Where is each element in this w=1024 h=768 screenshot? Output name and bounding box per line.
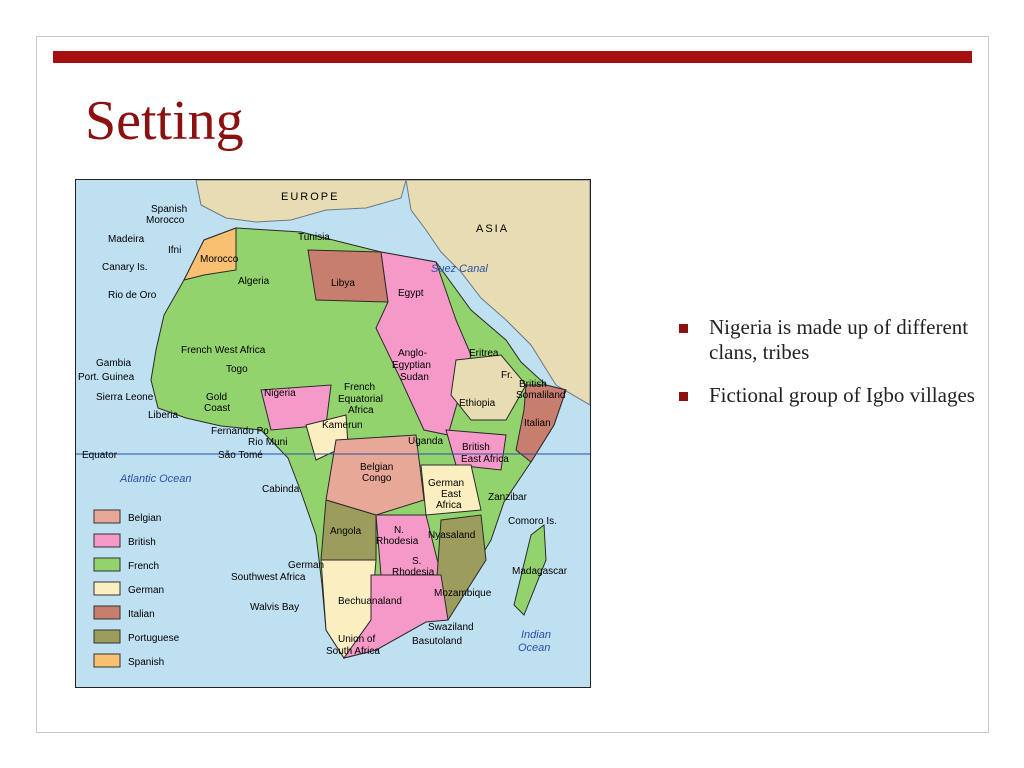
map-label-sierra-leone: Sierra Leone xyxy=(96,392,154,403)
map-label-madagascar: Madagascar xyxy=(512,566,568,577)
map-label-morocco-sp: Morocco xyxy=(146,215,185,226)
map-label-bea-2: East Africa xyxy=(461,454,509,465)
map-label-walvis: Walvis Bay xyxy=(250,602,300,613)
map-label-fwa: French West Africa xyxy=(181,345,266,356)
map-label-morocco: Morocco xyxy=(200,254,239,265)
square-bullet-icon xyxy=(679,324,688,333)
map-label-belg-1: Belgian xyxy=(360,462,394,473)
bullet-item xyxy=(677,315,977,365)
map-label-ethiopia: Ethiopia xyxy=(459,398,496,409)
map-label-libya: Libya xyxy=(331,278,355,289)
map-label-uganda: Uganda xyxy=(408,436,444,447)
map-label-anglo-1: Anglo- xyxy=(398,348,427,359)
map-label-italian: Italian xyxy=(524,418,551,429)
bullet-text: Nigeria is made up of different clans, tribes xyxy=(709,315,969,365)
map-label-gea-2: East xyxy=(441,489,462,500)
map-label-gold: Gold xyxy=(206,392,228,403)
map-label-ifni: Ifni xyxy=(168,245,182,256)
legend-swatch-spanish xyxy=(94,654,120,667)
map-label-equator: Equator xyxy=(82,450,118,461)
legend-swatch-german xyxy=(94,582,120,595)
legend-swatch-french xyxy=(94,558,120,571)
map-label-algeria: Algeria xyxy=(238,276,270,287)
map-label-usa-2: South Africa xyxy=(326,646,380,657)
colonial-africa-map xyxy=(75,179,591,688)
bullet-text: Fictional group of Igbo villages xyxy=(709,383,975,408)
map-label-fea-1: French xyxy=(344,382,376,393)
map-label-asia: ASIA xyxy=(476,223,510,235)
map-label-bechuana: Bechuanaland xyxy=(338,596,402,607)
map-label-gambia: Gambia xyxy=(96,358,132,369)
legend-label-italian: Italian xyxy=(128,609,155,620)
map-label-brit-som-2: Somaliland xyxy=(516,390,566,401)
map-label-fr: Fr. xyxy=(501,370,513,381)
map-label-egypt: Egypt xyxy=(398,288,424,299)
slide xyxy=(36,36,989,733)
map-label-angola: Angola xyxy=(330,526,362,537)
map-label-sao-tome: São Tomé xyxy=(218,450,263,461)
map-label-bea-1: British xyxy=(462,442,490,453)
map-label-togo: Togo xyxy=(226,364,248,375)
legend-swatch-portuguese xyxy=(94,630,120,643)
map-label-mozambique: Mozambique xyxy=(434,588,492,599)
map-label-srh-1: S. xyxy=(412,556,422,567)
map-label-belg-2: Congo xyxy=(362,473,392,484)
map-label-swaziland: Swaziland xyxy=(428,622,474,633)
legend-label-french: French xyxy=(128,561,160,572)
map-label-eritrea: Eritrea xyxy=(469,348,499,359)
legend-label-belgian: Belgian xyxy=(128,513,162,524)
map-label-fea-3: Africa xyxy=(348,405,374,416)
legend-swatch-belgian xyxy=(94,510,120,523)
legend-swatch-british xyxy=(94,534,120,547)
map-label-madeira: Madeira xyxy=(108,234,145,245)
map-label-srh-2: Rhodesia xyxy=(392,567,435,578)
legend-label-british: British xyxy=(128,537,156,548)
map-label-coast: Coast xyxy=(204,403,231,414)
map-label-tunisia: Tunisia xyxy=(298,232,330,243)
square-bullet-icon xyxy=(679,392,688,401)
map-label-comoro: Comoro Is. xyxy=(508,516,557,527)
legend-swatch-italian xyxy=(94,606,120,619)
map-label-nrh-2: Rhodesia xyxy=(376,536,419,547)
map-svg xyxy=(76,180,590,687)
map-label-gea-3: Africa xyxy=(436,500,462,511)
map-label-gsw-2: Southwest Africa xyxy=(231,572,306,583)
map-label-anglo-2: Egyptian xyxy=(392,360,431,371)
map-label-port-guinea: Port. Guinea xyxy=(78,372,135,383)
legend-label-spanish: Spanish xyxy=(128,657,165,668)
map-label-usa-1: Union of xyxy=(338,634,376,645)
map-label-canary: Canary Is. xyxy=(102,262,148,273)
map-label-gea-1: German xyxy=(428,478,465,489)
title-accent-bar xyxy=(53,51,972,63)
map-label-basutoland: Basutoland xyxy=(412,636,463,647)
map-label-indian-2: Ocean xyxy=(518,642,551,654)
map-label-rio-de-oro: Rio de Oro xyxy=(108,290,157,301)
map-label-liberia: Liberia xyxy=(148,410,179,421)
map-label-suez: Suez Canal xyxy=(431,263,488,275)
map-label-europe: EUROPE xyxy=(281,191,340,203)
map-label-nyasaland: Nyasaland xyxy=(428,530,476,541)
slide-title: Setting xyxy=(85,90,244,152)
bullet-list xyxy=(677,315,977,427)
bullet-item xyxy=(677,383,977,408)
libya-region xyxy=(308,250,388,302)
map-label-zanzibar: Zanzibar xyxy=(488,492,527,503)
map-label-brit-som-1: British xyxy=(519,379,547,390)
map-label-indian-1: Indian xyxy=(521,629,551,641)
map-label-nigeria: Nigeria xyxy=(264,388,296,399)
map-label-kamerun: Kamerun xyxy=(322,420,363,431)
legend-label-german: German xyxy=(128,585,165,596)
map-label-cabinda: Cabinda xyxy=(262,484,300,495)
map-label-anglo-3: Sudan xyxy=(400,372,429,383)
legend-label-portuguese: Portuguese xyxy=(128,633,180,644)
map-label-rio-muni: Rio Muni xyxy=(248,437,288,448)
map-label-spanish: Spanish xyxy=(151,204,188,215)
map-label-fernando: Fernando Po xyxy=(211,426,269,437)
map-label-fea-2: Equatorial xyxy=(338,394,384,405)
map-label-nrh-1: N. xyxy=(394,525,404,536)
map-label-gsw-1: German xyxy=(288,560,325,571)
map-label-atlantic: Atlantic Ocean xyxy=(120,473,192,485)
